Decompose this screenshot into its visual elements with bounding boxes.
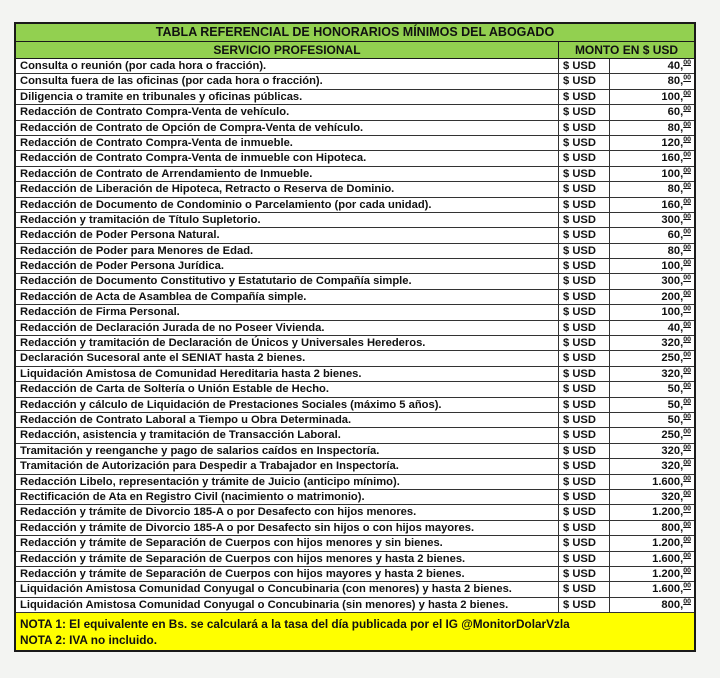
note-2: NOTA 2: IVA no incluido. (20, 633, 157, 648)
amount-value: 320, (661, 460, 684, 473)
amount-value: 80, (667, 244, 684, 257)
amount-value: 40, (667, 60, 684, 72)
currency-cell: $ USD (559, 290, 610, 304)
service-cell: Redacción, asistencia y tramitación de Transacción Laboral. (16, 428, 559, 442)
table-row (16, 74, 694, 89)
amount-cents: 00 (683, 259, 691, 267)
currency-cell: $ USD (559, 567, 610, 581)
amount-value: 160, (661, 198, 684, 211)
currency-cell: $ USD (559, 413, 610, 427)
amount-value: 320, (661, 367, 684, 380)
amount-cell (610, 582, 694, 596)
amount-cents: 00 (683, 444, 691, 452)
service-cell: Redacción de Contrato Laboral a Tiempo u Obra Determinada. (16, 413, 559, 427)
service-cell: Redacción de Carta de Soltería o Unión Estable de Hecho. (16, 382, 559, 396)
amount-value: 40, (667, 321, 684, 334)
amount-cell (610, 413, 694, 427)
table-row (16, 151, 694, 166)
amount-cents: 00 (683, 90, 691, 98)
currency-cell: $ USD (559, 274, 610, 288)
service-cell: Redacción y trámite de Divorcio 185-A o por Desafecto sin hijos o con hijos mayores. (16, 521, 559, 535)
amount-cell (610, 90, 694, 104)
amount-value: 320, (661, 337, 684, 350)
amount-cell (610, 59, 694, 73)
amount-cell (610, 598, 694, 612)
service-cell: Redacción de Contrato Compra-Venta de inmueble. (16, 136, 559, 150)
amount-value: 1.200, (652, 537, 684, 550)
amount-cell (610, 105, 694, 119)
table-title: TABLA REFERENCIAL DE HONORARIOS MÍNIMOS DEL ABOGADO (16, 24, 694, 42)
service-cell: Declaración Sucesoral ante el SENIAT hasta 2 bienes. (16, 351, 559, 365)
amount-value: 1.600, (652, 552, 684, 565)
amount-cell (610, 567, 694, 581)
table-row (16, 521, 694, 536)
table-row (16, 136, 694, 151)
amount-cents: 00 (683, 459, 691, 467)
service-cell: Liquidación Amistosa Comunidad Conyugal o Concubinaria (con menores) y hasta 2 bienes. (16, 582, 559, 596)
amount-value: 120, (661, 136, 684, 149)
currency-cell: $ USD (559, 90, 610, 104)
amount-cell (610, 151, 694, 165)
amount-value: 320, (661, 444, 684, 457)
service-cell: Consulta fuera de las oficinas (por cada hora o fracción). (16, 74, 559, 88)
amount-cell (610, 351, 694, 365)
currency-cell: $ USD (559, 136, 610, 150)
notes (16, 613, 694, 650)
header-row (16, 42, 694, 59)
amount-cents: 00 (683, 367, 691, 375)
table-row (16, 105, 694, 120)
amount-value: 50, (667, 383, 684, 396)
currency-cell: $ USD (559, 382, 610, 396)
service-cell: Redacción de Declaración Jurada de no Poseer Vivienda. (16, 321, 559, 335)
service-cell: Tramitación y reenganche y pago de salarios caídos en Inspectoría. (16, 444, 559, 458)
amount-cents: 00 (683, 290, 691, 298)
service-cell: Redacción de Documento de Condominio o Parcelamiento (por cada unidad). (16, 198, 559, 212)
amount-cents: 00 (683, 197, 691, 205)
table-row (16, 428, 694, 443)
amount-value: 800, (661, 598, 684, 611)
service-cell: Liquidación Amistosa Comunidad Conyugal o Concubinaria (sin menores) y hasta 2 bienes. (16, 598, 559, 612)
currency-cell: $ USD (559, 351, 610, 365)
amount-value: 60, (667, 106, 684, 119)
table-row (16, 182, 694, 197)
amount-cell (610, 444, 694, 458)
amount-cents: 00 (683, 551, 691, 559)
currency-cell: $ USD (559, 367, 610, 381)
service-cell: Redacción de Contrato de Arrendamiento de Inmueble. (16, 167, 559, 181)
table-row (16, 505, 694, 520)
table-row (16, 198, 694, 213)
currency-cell: $ USD (559, 198, 610, 212)
currency-cell: $ USD (559, 121, 610, 135)
amount-cell (610, 213, 694, 227)
table-row (16, 121, 694, 136)
amount-value: 800, (661, 521, 684, 534)
service-cell: Redacción de Contrato Compra-Venta de inmueble con Hipoteca. (16, 151, 559, 165)
table-row (16, 321, 694, 336)
amount-cents: 00 (683, 582, 691, 590)
service-cell: Redacción de Documento Constitutivo y Estatutario de Compañía simple. (16, 274, 559, 288)
amount-value: 160, (661, 152, 684, 165)
amount-cell (610, 290, 694, 304)
service-cell: Redacción de Poder para Menores de Edad. (16, 244, 559, 258)
amount-cell (610, 521, 694, 535)
currency-cell: $ USD (559, 182, 610, 196)
amount-cell (610, 228, 694, 242)
amount-value: 100, (661, 306, 684, 319)
amount-value: 1.600, (652, 475, 684, 488)
table-row (16, 490, 694, 505)
amount-cell (610, 274, 694, 288)
amount-value: 50, (667, 398, 684, 411)
table-row (16, 459, 694, 474)
amount-cell (610, 428, 694, 442)
amount-cell (610, 490, 694, 504)
table-row (16, 213, 694, 228)
table-body (16, 59, 694, 613)
table-row (16, 567, 694, 582)
amount-cents: 00 (683, 151, 691, 159)
amount-cents: 00 (683, 305, 691, 313)
service-cell: Rectificación de Ata en Registro Civil (nacimiento o matrimonio). (16, 490, 559, 504)
currency-cell: $ USD (559, 475, 610, 489)
service-cell: Consulta o reunión (por cada hora o fracción). (16, 59, 559, 73)
currency-cell: $ USD (559, 536, 610, 550)
amount-cell (610, 382, 694, 396)
table-row (16, 598, 694, 613)
amount-cents: 00 (683, 213, 691, 221)
amount-cents: 00 (683, 243, 691, 251)
service-cell: Redacción Libelo, representación y trámite de Juicio (anticipo mínimo). (16, 475, 559, 489)
currency-cell: $ USD (559, 321, 610, 335)
amount-cents: 00 (683, 228, 691, 236)
currency-cell: $ USD (559, 228, 610, 242)
amount-cents: 00 (683, 167, 691, 174)
service-cell: Redacción y cálculo de Liquidación de Prestaciones Sociales (máximo 5 años). (16, 398, 559, 412)
service-cell: Liquidación Amistosa de Comunidad Hereditaria hasta 2 bienes. (16, 367, 559, 381)
service-cell: Redacción y trámite de Separación de Cuerpos con hijos menores y sin bienes. (16, 536, 559, 550)
currency-cell: $ USD (559, 490, 610, 504)
amount-cents: 00 (683, 567, 691, 575)
fee-table (14, 22, 696, 652)
service-cell: Redacción de Liberación de Hipoteca, Retracto o Reserva de Dominio. (16, 182, 559, 196)
amount-value: 300, (661, 275, 684, 288)
amount-value: 100, (661, 167, 684, 180)
amount-cents: 00 (683, 105, 691, 113)
currency-cell: $ USD (559, 459, 610, 473)
amount-cell (610, 367, 694, 381)
table-row (16, 552, 694, 567)
currency-cell: $ USD (559, 151, 610, 165)
amount-cents: 00 (683, 536, 691, 544)
service-cell: Redacción de Poder Persona Natural. (16, 228, 559, 242)
service-cell: Redacción de Contrato de Opción de Compra-Venta de vehículo. (16, 121, 559, 135)
service-cell: Redacción de Acta de Asamblea de Compañía simple. (16, 290, 559, 304)
currency-cell: $ USD (559, 74, 610, 88)
amount-cents: 00 (683, 413, 691, 421)
amount-cell (610, 305, 694, 319)
amount-cell (610, 198, 694, 212)
amount-cell (610, 167, 694, 181)
table-row (16, 351, 694, 366)
service-cell: Diligencia o tramite en tribunales y oficinas públicas. (16, 90, 559, 104)
currency-cell: $ USD (559, 428, 610, 442)
amount-cents: 00 (683, 382, 691, 390)
currency-cell: $ USD (559, 167, 610, 181)
currency-cell: $ USD (559, 582, 610, 596)
header-amount: MONTO EN $ USD (574, 43, 679, 57)
service-cell: Redacción y trámite de Separación de Cuerpos con hijos menores y hasta 2 bienes. (16, 552, 559, 566)
amount-cents: 00 (683, 505, 691, 513)
table-row (16, 274, 694, 289)
amount-cell (610, 505, 694, 519)
table-row (16, 305, 694, 320)
amount-cell (610, 182, 694, 196)
table-row (16, 336, 694, 351)
amount-cents: 00 (683, 336, 691, 344)
amount-cents: 00 (683, 474, 691, 482)
amount-value: 80, (667, 75, 684, 88)
table-row (16, 367, 694, 382)
amount-value: 200, (661, 290, 684, 303)
currency-cell: $ USD (559, 505, 610, 519)
amount-value: 60, (667, 229, 684, 242)
service-cell: Redacción de Poder Persona Jurídica. (16, 259, 559, 273)
service-cell: Redacción y tramitación de Título Supletorio. (16, 213, 559, 227)
service-cell: Redacción y tramitación de Declaración de Únicos y Universales Herederos. (16, 336, 559, 350)
amount-cents: 00 (683, 59, 691, 67)
amount-value: 50, (667, 413, 684, 426)
header-service: SERVICIO PROFESIONAL (16, 42, 559, 58)
amount-cents: 00 (683, 520, 691, 528)
amount-cents: 00 (683, 120, 691, 128)
service-cell: Redacción y trámite de Divorcio 185-A o por Desafecto con hijos menores. (16, 505, 559, 519)
amount-cell (610, 459, 694, 473)
amount-cell (610, 398, 694, 412)
amount-cents: 00 (683, 397, 691, 405)
table-row (16, 382, 694, 397)
currency-cell: $ USD (559, 305, 610, 319)
amount-value: 1.200, (652, 567, 684, 580)
amount-cell (610, 552, 694, 566)
amount-value: 100, (661, 260, 684, 273)
table-row (16, 167, 694, 182)
amount-cents: 00 (683, 136, 691, 144)
amount-cents: 00 (683, 597, 691, 605)
table-row (16, 244, 694, 259)
amount-cents: 00 (683, 182, 691, 190)
amount-cents: 00 (683, 74, 691, 82)
currency-cell: $ USD (559, 259, 610, 273)
amount-cell (610, 136, 694, 150)
currency-cell: $ USD (559, 552, 610, 566)
currency-cell: $ USD (559, 59, 610, 73)
amount-value: 300, (661, 213, 684, 226)
currency-cell: $ USD (559, 336, 610, 350)
amount-value: 250, (661, 429, 684, 442)
amount-cell (610, 121, 694, 135)
amount-cents: 00 (683, 490, 691, 498)
amount-cents: 00 (683, 320, 691, 328)
service-cell: Redacción y trámite de Separación de Cuerpos con hijos mayores y hasta 2 bienes. (16, 567, 559, 581)
table-row (16, 228, 694, 243)
amount-cell (610, 321, 694, 335)
amount-cell (610, 536, 694, 550)
amount-value: 250, (661, 352, 684, 365)
table-row (16, 413, 694, 428)
amount-value: 1.200, (652, 506, 684, 519)
note-1: NOTA 1: El equivalente en Bs. se calculará a la tasa del día publicada por el IG @MonitorDolarVzla (20, 617, 570, 632)
table-row (16, 475, 694, 490)
amount-cents: 00 (683, 428, 691, 436)
amount-cell (610, 475, 694, 489)
amount-cell (610, 259, 694, 273)
amount-value: 1.600, (652, 583, 684, 596)
table-row (16, 259, 694, 274)
currency-cell: $ USD (559, 105, 610, 119)
table-row (16, 398, 694, 413)
currency-cell: $ USD (559, 398, 610, 412)
amount-cell (610, 244, 694, 258)
amount-value: 80, (667, 183, 684, 196)
table-row (16, 582, 694, 597)
service-cell: Redacción de Contrato Compra-Venta de vehículo. (16, 105, 559, 119)
amount-cents: 00 (683, 274, 691, 282)
table-row (16, 90, 694, 105)
currency-cell: $ USD (559, 598, 610, 612)
currency-cell: $ USD (559, 213, 610, 227)
table-row (16, 290, 694, 305)
amount-value: 100, (661, 90, 684, 103)
currency-cell: $ USD (559, 244, 610, 258)
amount-cell (610, 74, 694, 88)
amount-value: 320, (661, 490, 684, 503)
amount-cents: 00 (683, 351, 691, 359)
service-cell: Tramitación de Autorización para Despedir a Trabajador en Inspectoría. (16, 459, 559, 473)
currency-cell: $ USD (559, 444, 610, 458)
amount-value: 80, (667, 121, 684, 134)
table-row (16, 59, 694, 74)
amount-cell (610, 336, 694, 350)
table-row (16, 536, 694, 551)
table-row (16, 444, 694, 459)
service-cell: Redacción de Firma Personal. (16, 305, 559, 319)
currency-cell: $ USD (559, 521, 610, 535)
